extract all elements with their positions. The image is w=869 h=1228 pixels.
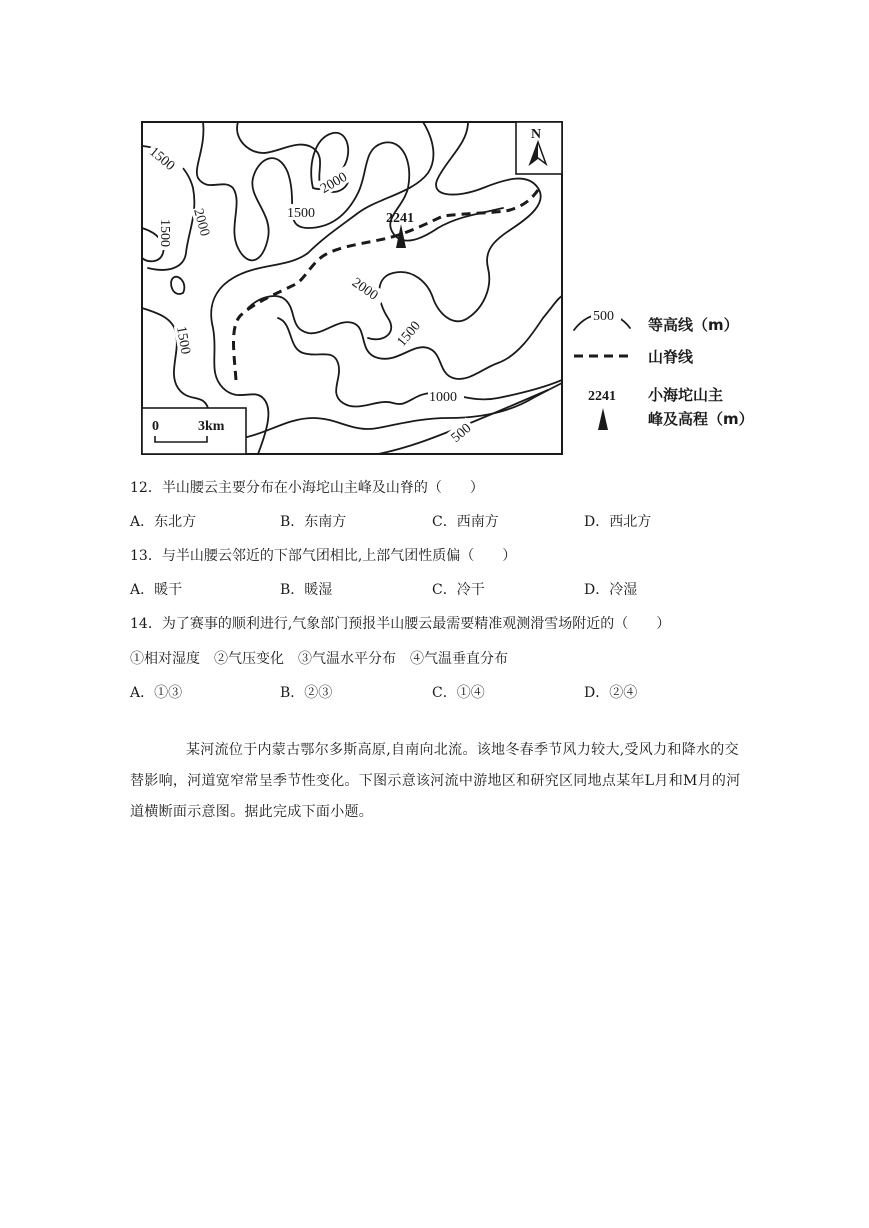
contour-label: 1000 xyxy=(429,390,457,405)
legend-peak-label-line1: 小海坨山主 xyxy=(648,386,724,404)
peak-elevation-label: 2241 xyxy=(386,211,414,226)
passage-paragraph: 某河流位于内蒙古鄂尔多斯高原,自南向北流。该地冬春季节风力较大,受风力和降水的交替影响，河道宽窄常呈季节性变化。下图示意该河流中游地区和研究区同地点某年L月和M月的河道横断面示意图。据此完成下面小题。 xyxy=(130,742,741,820)
legend-ridge-label: 山脊线 xyxy=(648,348,694,366)
option-a[interactable]: A．①③ xyxy=(130,685,183,701)
contour-line xyxy=(171,277,184,294)
question-14-stem: 14．为了赛事的顺利进行,气象部门预报半山腰云最需要精准观测滑雪场附近的（ ） xyxy=(130,616,671,632)
contour-label: 1500 xyxy=(173,325,193,356)
contour-labels xyxy=(145,142,476,447)
option-c[interactable]: C．西南方 xyxy=(432,514,499,530)
legend xyxy=(574,308,754,430)
option-b[interactable]: B．暖湿 xyxy=(280,582,333,598)
scale-bar xyxy=(142,408,246,454)
question-13-stem: 13．与半山腰云邻近的下部气团相比,上部气团性质偏（ ） xyxy=(130,548,517,564)
scale-distance-label: 3km xyxy=(198,419,225,434)
question-14-choices: ①相对湿度 ②气压变化 ③气温水平分布 ④气温垂直分布 xyxy=(130,651,508,667)
north-arrow xyxy=(516,122,562,174)
contour-line xyxy=(243,383,562,438)
contour-line xyxy=(368,122,541,339)
contour-label: 2000 xyxy=(318,169,350,197)
contour-label: 2000 xyxy=(348,275,381,304)
contour-label: 1500 xyxy=(394,318,424,350)
topographic-map-figure xyxy=(138,118,778,458)
option-a[interactable]: A．东北方 xyxy=(130,514,197,530)
option-c[interactable]: C．冷干 xyxy=(432,582,485,598)
option-d[interactable]: D．西北方 xyxy=(584,514,652,530)
north-label: N xyxy=(531,127,542,142)
contour-label: 500 xyxy=(448,420,475,446)
legend-peak-icon xyxy=(598,408,608,430)
contour-label: 1500 xyxy=(157,219,172,247)
option-c[interactable]: C．①④ xyxy=(432,685,485,701)
legend-peak-value: 2241 xyxy=(588,389,616,404)
option-d[interactable]: D．②④ xyxy=(584,685,638,701)
contour-label: 2000 xyxy=(190,206,212,238)
option-d[interactable]: D．冷湿 xyxy=(584,582,638,598)
scale-zero-label: 0 xyxy=(152,419,159,434)
legend-contour-value: 500 xyxy=(593,309,614,324)
question-12-stem: 12．半山腰云主要分布在小海坨山主峰及山脊的（ ） xyxy=(130,480,484,496)
option-a[interactable]: A．暖干 xyxy=(130,582,183,598)
option-b[interactable]: B．东南方 xyxy=(280,514,347,530)
legend-contour-label: 等高线（m） xyxy=(648,316,739,334)
contour-label: 1500 xyxy=(287,206,315,221)
legend-peak-label-line2: 峰及高程（m） xyxy=(648,410,754,428)
contour-label: 1500 xyxy=(146,144,178,174)
option-b[interactable]: B．②③ xyxy=(280,685,333,701)
